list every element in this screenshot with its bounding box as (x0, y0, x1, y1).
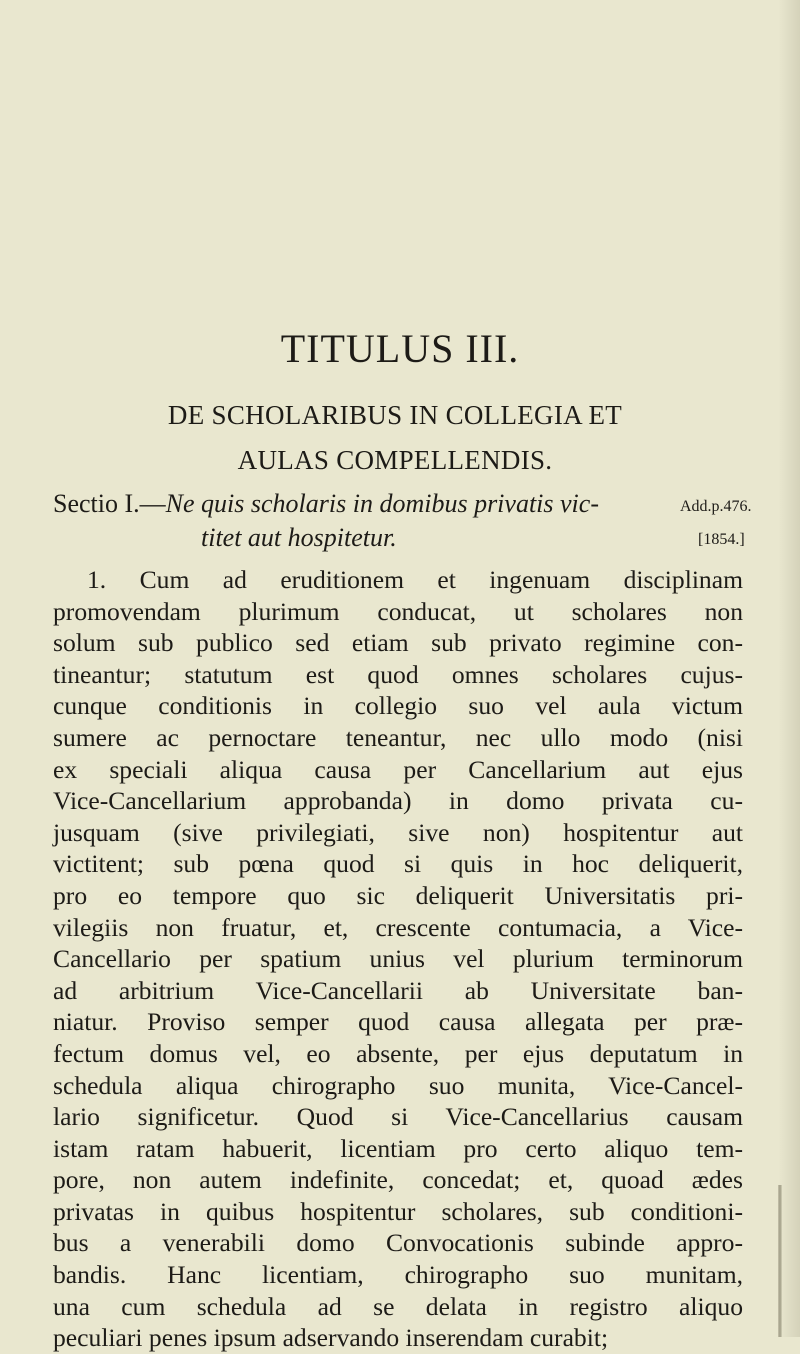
paragraph-line: cunque conditionis in collegio suo vel aula victum (53, 691, 743, 721)
paragraph-line: 1. Cum ad eruditionem et ingenuam disciplinam (87, 565, 743, 594)
page-subtitle (0, 393, 790, 483)
paragraph-line: pro eo tempore quo sic deliquerit Universitatis pri- (53, 880, 743, 910)
paragraph-line: bus a venerabili domo Convocationis subinde appro- (53, 1228, 743, 1258)
paragraph-line: pore, non autem indefinite, concedat; et, quoad ædes (53, 1165, 743, 1195)
margin-notes (680, 490, 800, 556)
section-heading (53, 487, 733, 555)
paragraph-line: tineantur; statutum est quod omnes scholares cujus- (53, 659, 743, 689)
paragraph-line: promovendam plurimum conducat, ut scholares non (53, 596, 743, 626)
paragraph-line: ad arbitrium Vice-Cancellarii ab Universitate ban- (53, 975, 743, 1005)
section-heading-line-2: titet aut hospitetur. (201, 523, 397, 552)
paragraph-line: Cancellario per spatium unius vel plurium terminorum (53, 944, 743, 974)
paragraph-line: peculiari penes ipsum adservando inserendam curabit; (53, 1323, 609, 1353)
page-title: TITULUS III. (280, 326, 520, 371)
paragraph-line: niatur. Proviso semper quod causa allegata per præ- (53, 1007, 743, 1037)
section-label: Sectio I.— (53, 489, 166, 518)
paragraph-line: fectum domus vel, eo absente, per ejus deputatum in (53, 1038, 743, 1068)
paragraph-line: vilegiis non fruatur, et, crescente contumacia, a Vice- (53, 912, 743, 942)
subtitle-line-2: AULAS COMPELLENDIS. (237, 445, 553, 475)
paragraph-line: istam ratam habuerit, licentiam pro certo aliquo tem- (53, 1133, 743, 1163)
paragraph-line: jusquam (sive privilegiati, sive non) hospitentur aut (53, 817, 743, 847)
paragraph-line: ex speciali aliqua causa per Cancellarium aut ejus (53, 754, 743, 784)
paragraph-line: victitent; sub pœna quod si quis in hoc deliquerit, (53, 849, 743, 879)
page-edge-shadow (778, 0, 800, 1337)
margin-note-year: [1854.] (698, 531, 745, 548)
paragraph-line: privatas in quibus hospitentur scholares, sub conditioni- (53, 1196, 743, 1226)
paragraph-line: Vice-Cancellarium approbanda) in domo privata cu- (53, 786, 743, 816)
paragraph-line: lario significetur. Quod si Vice-Cancellarius causam (53, 1102, 743, 1132)
paragraph-line: solum sub publico sed etiam sub privato regimine con- (53, 628, 743, 658)
subtitle-line-1: DE SCHOLARIBUS IN COLLEGIA ET (167, 400, 623, 430)
paragraph-line: bandis. Hanc licentiam, chirographo suo munitam, (53, 1260, 743, 1290)
section-heading-line-1: Ne quis scholaris in domibus privatis vic- (165, 489, 599, 518)
margin-note-reference: Add.p.476. (680, 498, 752, 515)
paragraph-line: una cum schedula ad se delata in registro aliquo (53, 1291, 743, 1321)
paragraph-line: schedula aliqua chirographo suo munita, Vice-Cancel- (53, 1070, 743, 1100)
statute-paragraph (53, 564, 743, 1354)
page-fold-line (778, 1185, 782, 1337)
paragraph-line: sumere ac pernoctare teneantur, nec ullo modo (nisi (53, 722, 743, 752)
